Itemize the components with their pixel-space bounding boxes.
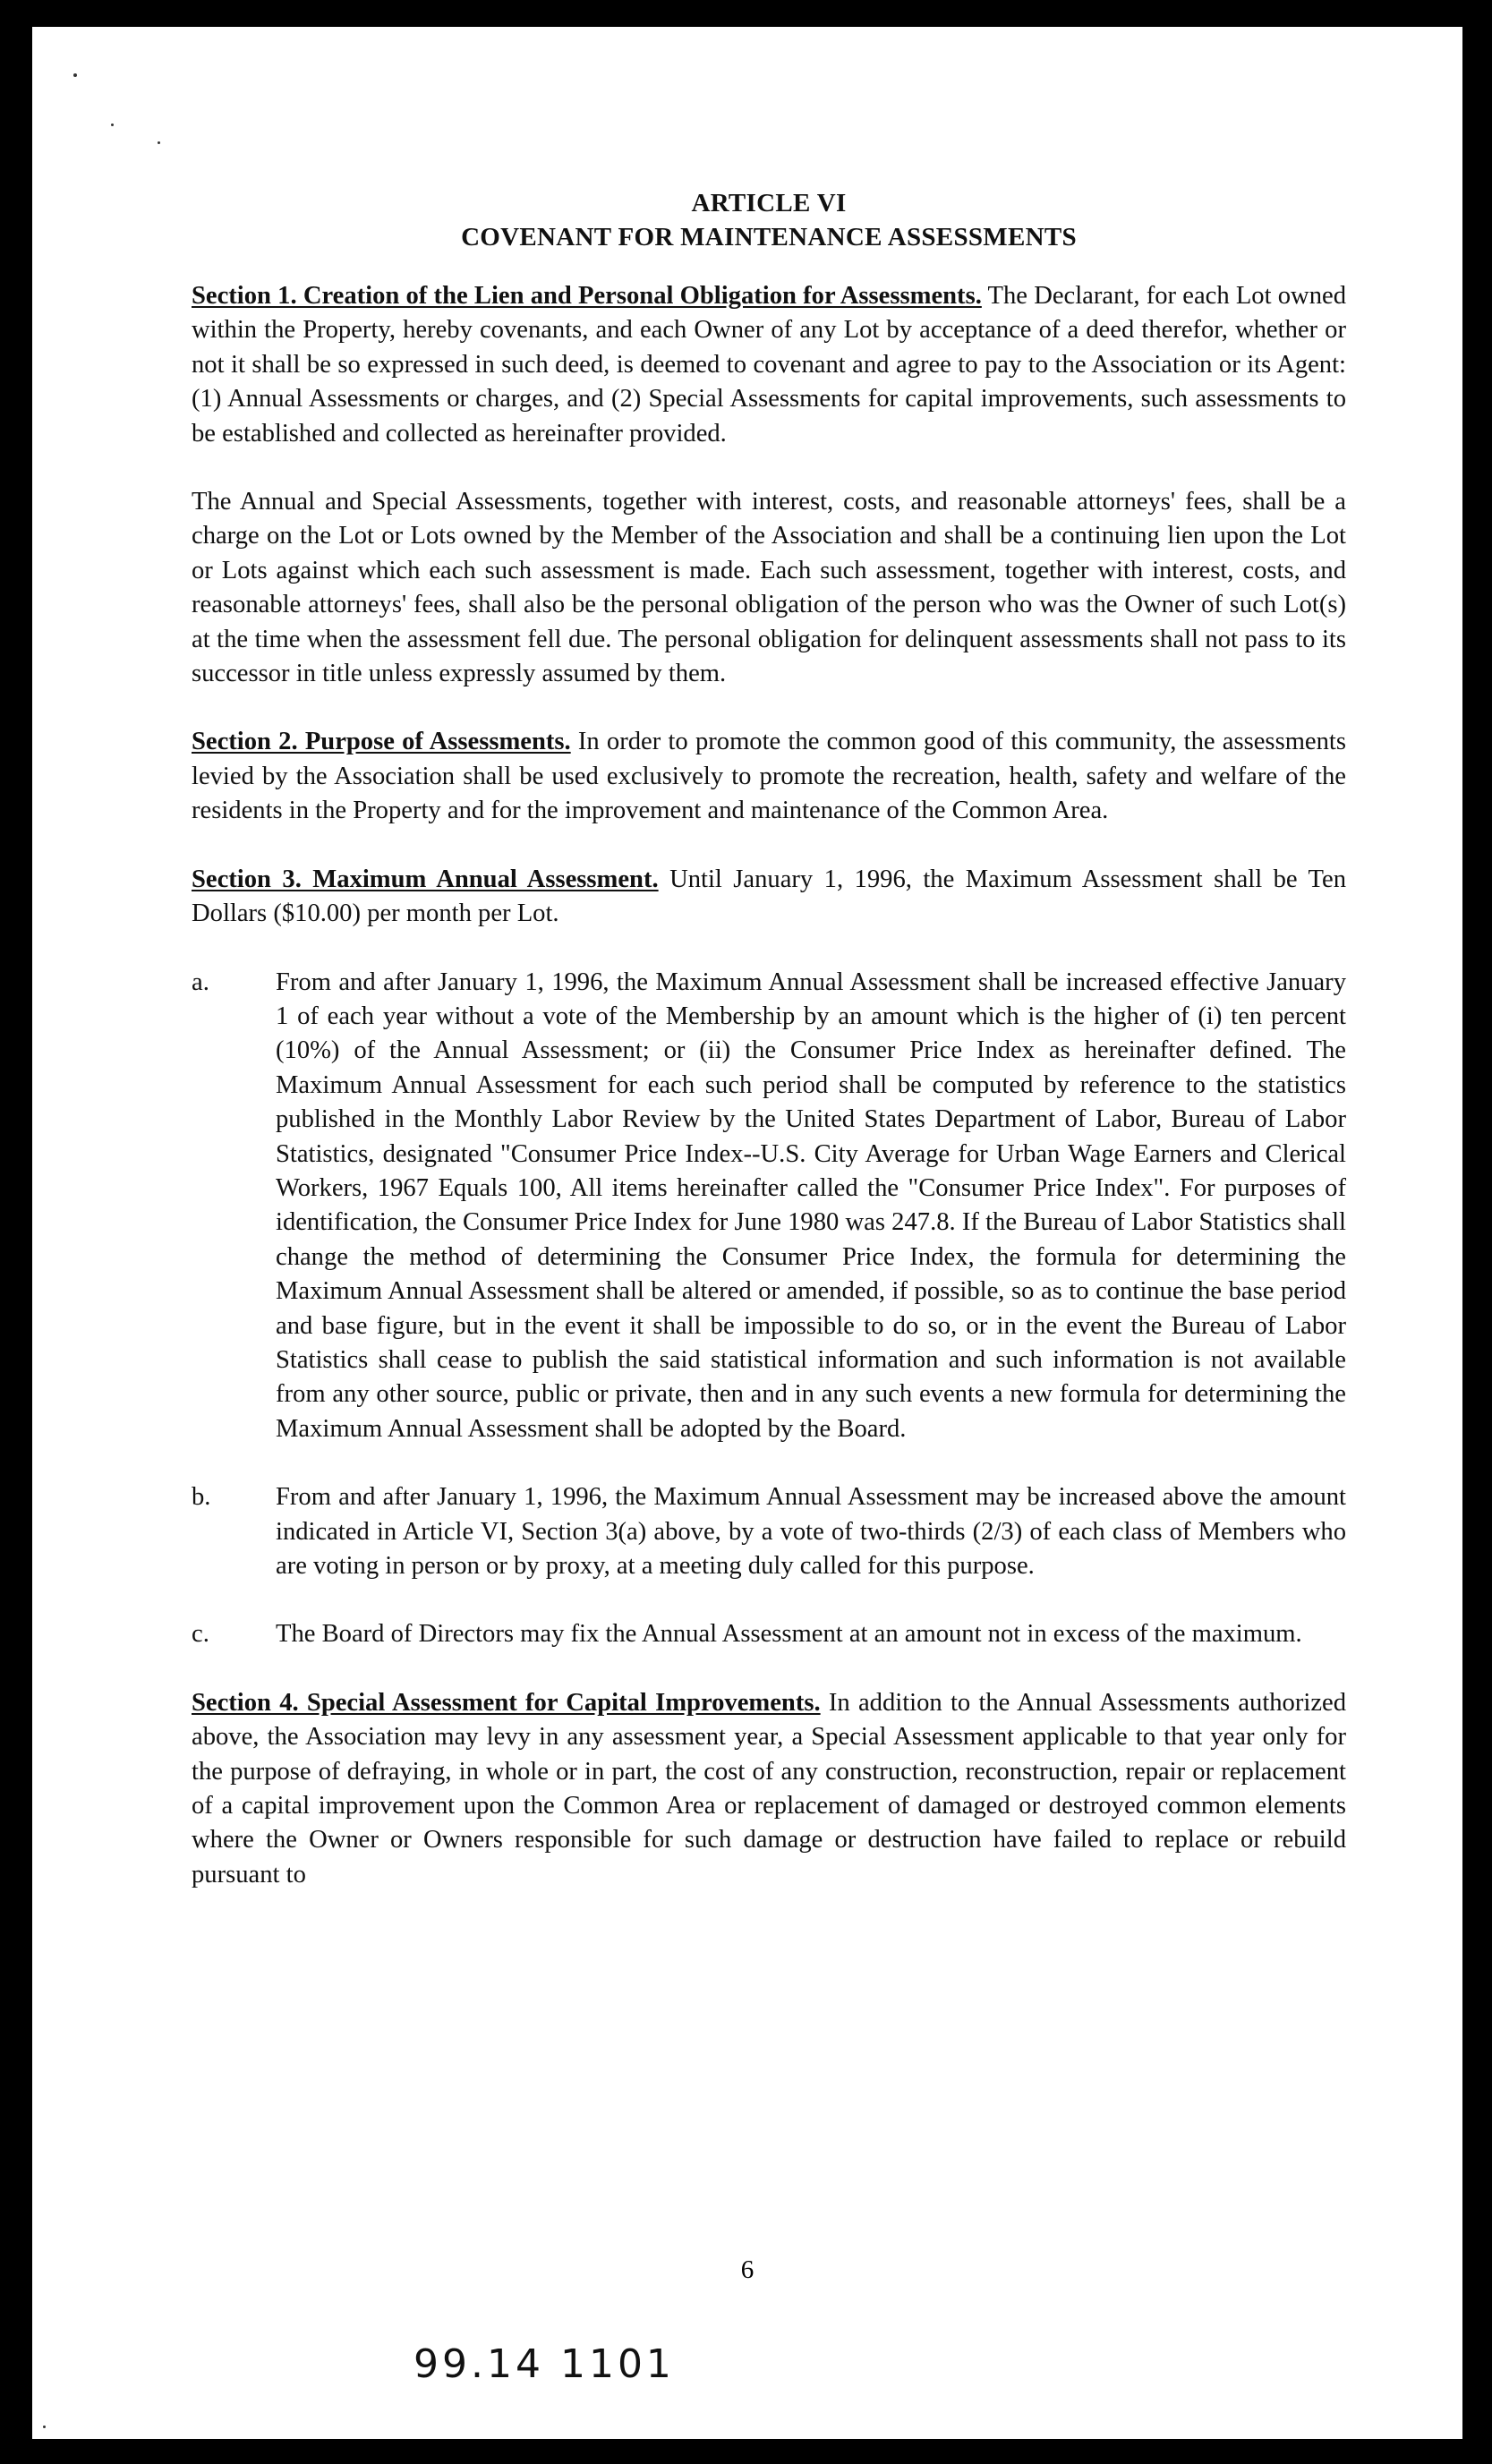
section-3-item-a <box>192 966 1346 1447</box>
section-2-heading: Section 2. Purpose of Assessments. <box>192 728 571 756</box>
article-title: ARTICLE VI <box>691 189 847 217</box>
page-number: 6 <box>740 2255 755 2284</box>
item-text: The Board of Directors may fix the Annual Assessment at an amount not in excess of the maximum. <box>276 1620 1302 1649</box>
section-1-heading: Section 1. Creation of the Lien and Personal Obligation for Assessments. <box>192 282 982 310</box>
item-text: From and after January 1, 1996, the Maximum Annual Assessment may be increased above the amount indicated in Article VI, Section 3(a) above, by a vote of two-thirds (2/3) of each class of Members who are voting in person or by proxy, at a meeting duly called for this purpose. <box>276 1483 1346 1580</box>
item-text: From and after January 1, 1996, the Maximum Annual Assessment shall be increased effective January 1 of each year without a vote of the Membership by an amount which is the higher of (i) ten percent (10%) of the Annual Assessment; or (ii) the Consumer Price Index as hereinafter defined. The Maximum Annual Assessment for each such period shall be computed by reference to the statistics published in the Monthly Labor Review by the United States Department of Labor, Bureau of Labor Statistics, designated "Consumer Price Index--U.S. City Average for Urban Wage Earners and Clerical Workers, 1967 Equals 100, All items hereinafter called the "Consumer Price Index". For purposes of identification, the Consumer Price Index for June 1980 was 247.8. If the Bureau of Labor Statistics shall change the method of determining the Consumer Price Index, the formula for determining the Maximum Annual Assessment shall be altered or amended, if possible, so as to continue the base period and base figure, but in the event it shall be impossible to do so, or in the event the Bureau of Labor Statistics shall cease to publish the said statistical information and such information is not available from any other source, public or private, then and in any such events a new formula for determining the Maximum Annual Assessment shall be adopted by the Board. <box>276 968 1346 1443</box>
section-3 <box>192 863 1346 932</box>
section-1 <box>192 279 1346 451</box>
section-2 <box>192 725 1346 828</box>
section-4-heading: Section 4. Special Assessment for Capital Improvements. <box>192 1688 821 1717</box>
section-1-paragraph-2: The Annual and Special Assessments, together with interest, costs, and reasonable attorneys' fees, shall be a charge on the Lot or Lots owned by the Member of the Association and shall be a continuing lien upon the Lot or Lots against which each such assessment is made. Each such assessment, together with interest, costs, and reasonable attorneys' fees, shall also be the personal obligation of the person who was the Owner of such Lot(s) at the time when the assessment fell due. The personal obligation for delinquent assessments shall not pass to its successor in title unless expressly assumed by them. <box>192 488 1346 688</box>
document-body <box>192 186 1346 1892</box>
article-header <box>192 186 1346 254</box>
scan-speck <box>111 124 114 126</box>
section-2-text: In order to promote the common good of this community, the assessments levied by the Association shall be used exclusively to promote the recreation, health, safety and welfare of the residents in the Property and for the improvement and maintenance of the Common Area. <box>192 728 1346 825</box>
document-page <box>32 27 1462 2439</box>
section-3-text: Until January 1, 1996, the Maximum Assessment shall be Ten Dollars ($10.00) per month per Lot. <box>192 865 1346 928</box>
item-label: b. <box>192 1483 211 1512</box>
section-3-item-b <box>192 1480 1346 1583</box>
section-1-text: The Declarant, for each Lot owned within the Property, hereby covenants, and each Owner of any Lot by acceptance of a deed therefor, whether or not it shall be so expressed in such deed, is deemed to covenant and agree to pay to the Association or its Agent: (1) Annual Assessments or charges, and (2) Special Assessments for capital improvements, such assessments to be established and collected as hereinafter provided. <box>192 282 1346 448</box>
scan-speck <box>158 141 160 144</box>
bates-number: 99.14 1101 <box>413 2341 675 2387</box>
scan-speck <box>43 2426 46 2428</box>
section-3-item-c <box>192 1617 1346 1651</box>
section-4-text: In addition to the Annual Assessments authorized above, the Association may levy in any assessment year, a Special Assessment applicable to that year only for the purpose of defraying, in whole or in part, the cost of any construction, reconstruction, repair or replacement of a capital improvement upon the Common Area or replacement of damaged or destroyed common elements where the Owner or Owners responsible for such damage or destruction have failed to replace or rebuild pursuant to <box>192 1688 1347 1888</box>
section-4 <box>192 1686 1346 1892</box>
scan-speck <box>73 73 77 77</box>
section-3-heading: Section 3. Maximum Annual Assessment. <box>192 865 659 893</box>
item-label: c. <box>192 1620 209 1649</box>
item-label: a. <box>192 968 209 996</box>
article-subtitle: COVENANT FOR MAINTENANCE ASSESSMENTS <box>461 223 1077 252</box>
